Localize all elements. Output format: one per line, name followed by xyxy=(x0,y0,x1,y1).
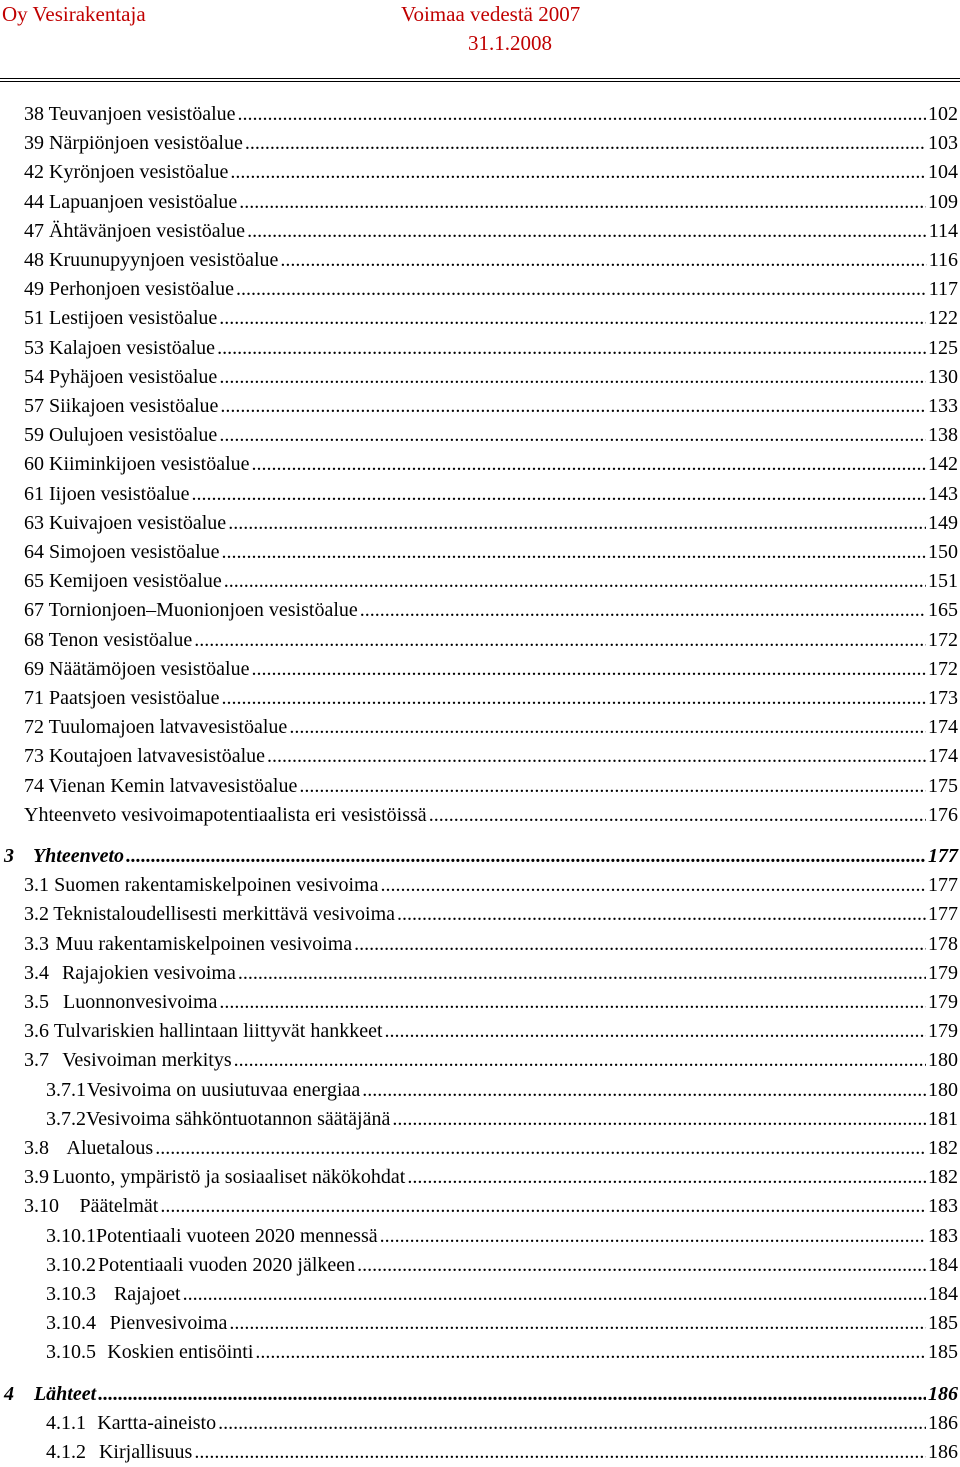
toc-entry-page-number: 173 xyxy=(928,687,958,709)
toc-entry-title: 49 Perhonjoen vesistöalue xyxy=(24,278,234,301)
toc-entry-page-number: 174 xyxy=(928,745,958,768)
toc-entry-page-number: 180 xyxy=(928,1078,958,1101)
toc-dot-leader xyxy=(362,1076,926,1105)
toc-entry-page-number: 176 xyxy=(928,803,958,826)
toc-entry-title: Potentiaali vuoteen 2020 mennessä xyxy=(96,1224,378,1247)
toc-entry-number: 3.10.2 xyxy=(46,1253,96,1276)
toc-dot-leader xyxy=(230,158,926,187)
toc-entry-page-number: 185 xyxy=(928,1312,958,1335)
toc-entry-page-number: 179 xyxy=(928,961,958,984)
toc-entry-title: Vesivoima on uusiutuvaa energiaa xyxy=(86,1078,361,1101)
toc-entry[interactable] xyxy=(0,567,960,596)
toc-entry-page-number: 165 xyxy=(928,599,958,622)
toc-entry-number: 3.7 xyxy=(24,1049,49,1072)
toc-entry[interactable] xyxy=(0,275,960,304)
toc-dot-leader xyxy=(219,363,926,392)
toc-entry-number: 3.6 xyxy=(24,1020,49,1043)
toc-dot-leader xyxy=(357,1251,926,1280)
toc-dot-leader xyxy=(238,959,926,988)
toc-entry-page-number: 178 xyxy=(928,932,958,955)
toc-entry[interactable] xyxy=(0,930,960,959)
toc-entry-page-number: 182 xyxy=(928,1166,958,1189)
toc-entry[interactable] xyxy=(0,596,960,625)
toc-entry-title: Kirjallisuus xyxy=(98,1441,193,1463)
toc-dot-leader xyxy=(354,930,926,959)
toc-entry-title: Lähteet xyxy=(33,1382,97,1405)
toc-entry-title: 72 Tuulomajoen latvavesistöalue xyxy=(24,716,288,739)
toc-entry-title: Luonnonvesivoima xyxy=(62,991,218,1013)
toc-entry-page-number: 183 xyxy=(928,1195,958,1218)
toc-entry[interactable] xyxy=(0,129,960,158)
toc-entry-title: Vesivoiman merkitys xyxy=(62,1049,232,1072)
toc-entry-title: Suomen rakentamiskelpoinen vesivoima xyxy=(54,874,379,897)
toc-dot-leader xyxy=(380,1222,926,1251)
toc-entry-title: 38 Teuvanjoen vesistöalue xyxy=(24,103,236,125)
toc-entry-title: Yhteenveto vesivoimapotentiaalista eri vesistöissä xyxy=(24,803,427,826)
toc-dot-leader xyxy=(267,742,926,771)
toc-entry-page-number: 133 xyxy=(928,395,958,417)
toc-entry-page-number: 122 xyxy=(928,307,958,330)
header-report-title: Voimaa vedestä 2007 xyxy=(401,2,581,26)
toc-entry[interactable] xyxy=(0,900,960,929)
toc-dot-leader xyxy=(280,246,926,275)
toc-entry[interactable] xyxy=(0,1163,960,1192)
toc-entry-number: 3.10.1 xyxy=(46,1224,96,1247)
toc-dot-leader xyxy=(218,1409,926,1438)
toc-entry-title: Luonto, ympäristö ja sosiaaliset näkökohdat xyxy=(52,1166,406,1189)
toc-entry-title: 68 Tenon vesistöalue xyxy=(24,628,193,651)
toc-entry-page-number: 150 xyxy=(928,541,958,563)
toc-entry-number: 3.3 xyxy=(24,932,49,955)
toc-entry-title: 65 Kemijoen vesistöalue xyxy=(24,570,222,593)
toc-entry-number: 3 xyxy=(4,845,14,867)
toc-entry-title: Koskien entisöinti xyxy=(107,1341,254,1364)
toc-entry[interactable] xyxy=(0,188,960,217)
toc-entry-page-number: 180 xyxy=(928,1049,958,1072)
toc-entry-page-number: 116 xyxy=(928,249,958,271)
toc-entry-title: Teknistaloudellisesti merkittävä vesivoima xyxy=(53,903,396,926)
toc-entry[interactable] xyxy=(0,1105,960,1134)
toc-entry-title: Yhteenveto xyxy=(32,845,125,867)
toc-dot-leader xyxy=(219,421,926,450)
toc-entry[interactable] xyxy=(0,742,960,771)
toc-entry-title: 64 Simojoen vesistöalue xyxy=(24,541,220,563)
toc-entry-page-number: 177 xyxy=(928,874,958,897)
toc-dot-leader xyxy=(183,1280,926,1309)
header-date: 31.1.2008 xyxy=(468,31,552,55)
toc-entry-page-number: 182 xyxy=(928,1137,958,1159)
toc-dot-leader xyxy=(222,684,926,713)
toc-entry-title: 47 Ähtävänjoen vesistöalue xyxy=(24,219,246,242)
toc-dot-leader xyxy=(222,538,926,567)
toc-entry-page-number: 177 xyxy=(928,845,958,867)
toc-entry-page-number: 179 xyxy=(928,1020,958,1043)
toc-entry[interactable] xyxy=(0,158,960,187)
toc-entry-number: 3.7.1 xyxy=(46,1078,86,1101)
toc-entry-title: Aluetalous xyxy=(66,1137,154,1159)
toc-entry-page-number: 186 xyxy=(928,1411,958,1434)
toc-entry-title: Potentiaali vuoden 2020 jälkeen xyxy=(97,1253,356,1276)
toc-dot-leader xyxy=(155,1134,926,1163)
toc-dot-leader xyxy=(407,1163,926,1192)
toc-entry-title: Päätelmät xyxy=(79,1195,159,1218)
toc-entry-number: 3.2 xyxy=(24,903,49,926)
toc-entry-page-number: 138 xyxy=(928,424,958,447)
toc-dot-leader xyxy=(224,567,926,596)
toc-dot-leader xyxy=(194,626,926,655)
toc-dot-leader xyxy=(98,1380,926,1409)
toc-entry[interactable] xyxy=(0,655,960,684)
toc-entry-page-number: 103 xyxy=(928,132,958,155)
toc-dot-leader xyxy=(360,596,926,625)
toc-entry-title: 74 Vienan Kemin latvavesistöalue xyxy=(24,774,298,797)
toc-entry-number: 4 xyxy=(4,1382,14,1405)
toc-entry[interactable] xyxy=(0,509,960,538)
header-rule-bottom xyxy=(0,81,960,82)
toc-entry[interactable] xyxy=(0,538,960,567)
toc-entry-title: 63 Kuivajoen vesistöalue xyxy=(24,511,227,534)
toc-entry-page-number: 143 xyxy=(928,482,958,505)
toc-entry[interactable] xyxy=(0,217,960,246)
toc-entry-title: 57 Siikajoen vesistöalue xyxy=(24,395,219,417)
toc-dot-leader xyxy=(228,509,926,538)
toc-entry[interactable] xyxy=(0,334,960,363)
toc-entry[interactable] xyxy=(0,1251,960,1280)
toc-entry[interactable] xyxy=(0,392,960,421)
toc-dot-leader xyxy=(236,275,927,304)
toc-entry-number: 3.9 xyxy=(24,1166,49,1189)
toc-entry-title: Rajajoet xyxy=(113,1283,181,1305)
toc-dot-leader xyxy=(234,1046,926,1075)
toc-entry[interactable] xyxy=(0,626,960,655)
toc-dot-leader xyxy=(219,988,926,1017)
header-company: Oy Vesirakentaja xyxy=(2,2,146,26)
toc-entry-title: Rajajokien vesivoima xyxy=(61,961,236,984)
toc-entry-title: Vesivoima sähköntuotannon säätäjänä xyxy=(86,1107,391,1130)
toc-entry[interactable] xyxy=(0,1222,960,1251)
toc-entry-number: 3.10.5 xyxy=(46,1341,96,1364)
toc-entry-page-number: 172 xyxy=(928,657,958,680)
toc-entry[interactable] xyxy=(0,713,960,742)
toc-entry-page-number: 142 xyxy=(928,453,958,476)
toc-entry[interactable] xyxy=(0,801,960,830)
toc-entry-page-number: 102 xyxy=(928,103,958,125)
toc-entry[interactable] xyxy=(0,1192,960,1221)
toc-entry[interactable] xyxy=(0,304,960,333)
toc-dot-leader xyxy=(247,217,927,246)
toc-entry-page-number: 174 xyxy=(928,716,958,739)
toc-entry-number: 4.1.1 xyxy=(46,1411,86,1434)
toc-entry[interactable] xyxy=(0,100,960,129)
toc-dot-leader xyxy=(397,900,926,929)
toc-dot-leader xyxy=(289,713,926,742)
header-rule-top xyxy=(0,78,960,79)
toc-dot-leader xyxy=(252,450,926,479)
toc-dot-leader xyxy=(429,801,926,830)
toc-dot-leader xyxy=(252,655,927,684)
toc-entry-page-number: 114 xyxy=(928,219,958,242)
toc-dot-leader xyxy=(238,100,926,129)
toc-dot-leader xyxy=(126,842,926,871)
toc-entry-title: Kartta-aineisto xyxy=(97,1411,217,1434)
toc-entry[interactable] xyxy=(0,1017,960,1046)
toc-entry-page-number: 151 xyxy=(928,570,958,593)
toc-entry-number: 3.7.2 xyxy=(46,1107,86,1130)
toc-entry[interactable] xyxy=(0,684,960,713)
toc-entry-page-number: 117 xyxy=(928,278,958,301)
toc-entry-number: 3.10.4 xyxy=(46,1312,96,1335)
toc-dot-leader xyxy=(239,188,926,217)
toc-dot-leader xyxy=(160,1192,926,1221)
toc-entry[interactable] xyxy=(0,480,960,509)
toc-dot-leader xyxy=(392,1105,926,1134)
toc-entry-number: 3.5 xyxy=(24,991,49,1013)
toc-entry-page-number: 149 xyxy=(928,511,958,534)
toc-entry-title: 39 Närpiönjoen vesistöalue xyxy=(24,132,243,155)
toc-entry-number: 3.4 xyxy=(24,961,49,984)
toc-entry-number: 3.8 xyxy=(24,1137,49,1159)
toc-dot-leader xyxy=(385,1017,926,1046)
toc-entry[interactable] xyxy=(0,1134,960,1163)
toc-entry-title: 53 Kalajoen vesistöalue xyxy=(24,336,216,359)
toc-entry-page-number: 179 xyxy=(928,991,958,1013)
toc-chapter-heading[interactable] xyxy=(0,1380,960,1409)
toc-entry[interactable] xyxy=(0,959,960,988)
toc-entry-number: 3.10.3 xyxy=(46,1283,96,1305)
toc-dot-leader xyxy=(245,129,926,158)
toc-entry-title: 51 Lestijoen vesistöalue xyxy=(24,307,218,330)
toc-entry-number: 4.1.2 xyxy=(46,1441,86,1463)
toc-dot-leader xyxy=(194,1438,926,1467)
toc-entry-page-number: 184 xyxy=(928,1253,958,1276)
toc-dot-leader xyxy=(255,1338,926,1367)
toc-entry-title: 69 Näätämöjoen vesistöalue xyxy=(24,657,250,680)
toc-dot-leader xyxy=(299,772,926,801)
toc-entry-page-number: 183 xyxy=(928,1224,958,1247)
toc-entry-title: Pienvesivoima xyxy=(109,1312,228,1335)
toc-entry-page-number: 172 xyxy=(928,628,958,651)
toc-entry-title: 67 Tornionjoen–Muonionjoen vesistöalue xyxy=(24,599,358,622)
toc-entry[interactable] xyxy=(0,1076,960,1105)
toc-entry-title: Muu rakentamiskelpoinen vesivoima xyxy=(55,932,353,955)
toc-entry[interactable] xyxy=(0,450,960,479)
toc-entry-page-number: 184 xyxy=(928,1283,958,1305)
toc-entry[interactable] xyxy=(0,246,960,275)
toc-entry-title: Tulvariskien hallintaan liittyvät hankkeet xyxy=(53,1020,383,1043)
toc-entry[interactable] xyxy=(0,1438,960,1467)
toc-entry-title: 54 Pyhäjoen vesistöalue xyxy=(24,365,218,388)
toc-entry[interactable] xyxy=(0,1309,960,1338)
toc-entry-number: 3.10 xyxy=(24,1195,59,1218)
toc-entry-page-number: 125 xyxy=(928,336,958,359)
toc-entry-page-number: 130 xyxy=(928,365,958,388)
toc-entry-page-number: 186 xyxy=(928,1382,958,1405)
toc-entry[interactable] xyxy=(0,988,960,1017)
toc-entry[interactable] xyxy=(0,1046,960,1075)
toc-entry-page-number: 186 xyxy=(928,1441,958,1463)
toc-entry-title: 61 Iijoen vesistöalue xyxy=(24,482,190,505)
toc-entry-title: 71 Paatsjoen vesistöalue xyxy=(24,687,220,709)
toc-entry-page-number: 177 xyxy=(928,903,958,926)
toc-entry-title: 59 Oulujoen vesistöalue xyxy=(24,424,218,447)
toc-dot-leader xyxy=(219,304,926,333)
toc-entry-title: 73 Koutajoen latvavesistöalue xyxy=(24,745,266,768)
toc-entry[interactable] xyxy=(0,772,960,801)
toc-dot-leader xyxy=(229,1309,926,1338)
toc-entry-number: 3.1 xyxy=(24,874,49,897)
toc-dot-leader xyxy=(380,871,926,900)
toc-dot-leader xyxy=(192,480,926,509)
toc-entry-title: 42 Kyrönjoen vesistöalue xyxy=(24,161,229,184)
toc-entry[interactable] xyxy=(0,363,960,392)
toc-entry-page-number: 185 xyxy=(928,1341,958,1364)
toc-entry-page-number: 181 xyxy=(928,1107,958,1130)
toc-entry-title: 44 Lapuanjoen vesistöalue xyxy=(24,190,238,213)
toc-entry-title: 48 Kruunupyynjoen vesistöalue xyxy=(24,249,279,271)
toc-entry[interactable] xyxy=(0,871,960,900)
page-header xyxy=(0,0,960,90)
toc-entry-page-number: 109 xyxy=(928,190,958,213)
toc-entry[interactable] xyxy=(0,1338,960,1367)
toc-chapter-heading[interactable] xyxy=(0,842,960,871)
toc-entry-title: 60 Kiiminkijoen vesistöalue xyxy=(24,453,250,476)
toc-entry[interactable] xyxy=(0,1280,960,1309)
toc-dot-leader xyxy=(220,392,926,421)
toc-entry[interactable] xyxy=(0,1409,960,1438)
toc-entry-page-number: 175 xyxy=(928,774,958,797)
toc-dot-leader xyxy=(217,334,926,363)
toc-entry-page-number: 104 xyxy=(928,161,958,184)
toc-entry[interactable] xyxy=(0,421,960,450)
